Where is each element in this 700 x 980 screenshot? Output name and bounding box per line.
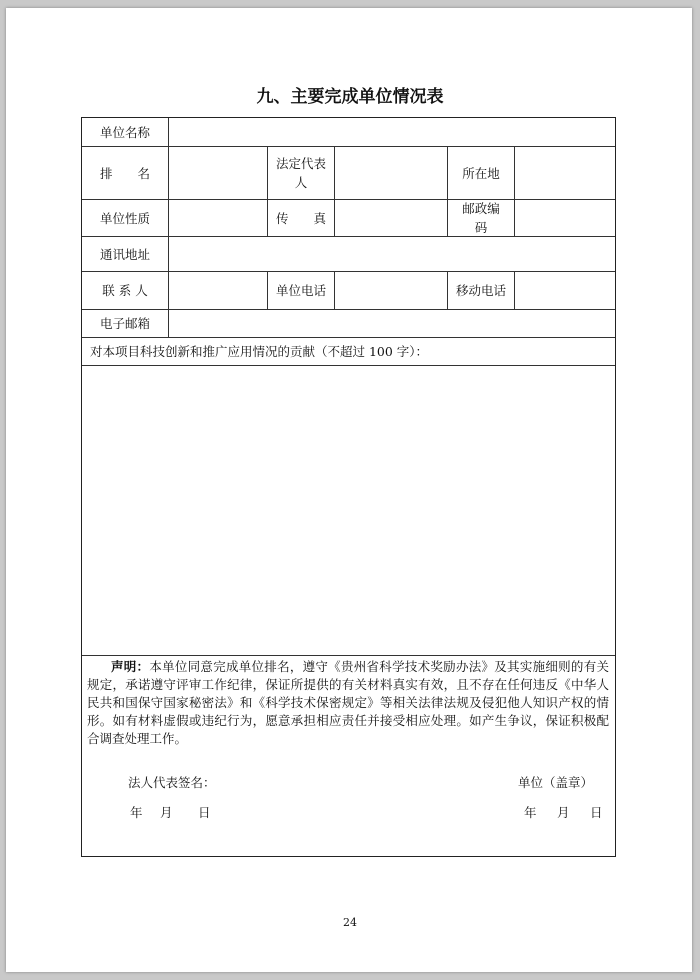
- label-postcode: 邮政编码: [462, 201, 500, 235]
- declaration-text: [87, 658, 609, 748]
- email-field[interactable]: [169, 310, 615, 337]
- row-divider: [82, 337, 615, 338]
- declaration-body: 本单位同意完成单位排名，遵守《贵州省科学技术奖励办法》及其实施细则的有关规定，承诺遵守评审工作纪律，保证所提供的有关材料真实有效，且不存在任何违反《中华人民共和国保守国家秘密法》和《科学技术保密规定》等相关法律法规及侵犯他人知识产权的情形。如有材料虚假或违纪行为，愿意承担相应责任并接受相应处理。如产生争议，保证积极配合调查处理工作。: [87, 659, 609, 746]
- contribution-textarea[interactable]: [82, 366, 615, 655]
- left-date-day: 日: [198, 805, 211, 820]
- right-date-day: 日: [590, 805, 603, 820]
- label-unit-name: 单位名称: [99, 124, 150, 140]
- label-fax: 传 真: [275, 210, 326, 226]
- label-legal-rep: 法定代表人: [275, 156, 326, 190]
- unit-nature-field[interactable]: [169, 200, 267, 236]
- label-contact: 联 系 人: [102, 283, 148, 298]
- postcode-field[interactable]: [515, 200, 615, 236]
- right-date-month: 月: [557, 805, 570, 820]
- page-title: 九、主要完成单位情况表: [256, 87, 444, 107]
- contribution-label: 对本项目科技创新和推广应用情况的贡献（不超过 100 字）：: [90, 344, 429, 359]
- unit-seal-label: 单位（盖章）: [518, 775, 594, 790]
- legal-rep-field[interactable]: [335, 147, 447, 199]
- label-unit-phone: 单位电话: [275, 283, 326, 298]
- declaration-lead: 声明：: [111, 659, 150, 674]
- unit-phone-field[interactable]: [335, 272, 447, 309]
- label-email: 电子邮箱: [99, 316, 150, 331]
- label-rank: 排 名: [99, 165, 150, 181]
- fax-field[interactable]: [335, 200, 447, 236]
- right-date-year: 年: [524, 805, 537, 820]
- row-divider: [82, 655, 615, 656]
- left-date-month: 月: [160, 805, 173, 820]
- label-mobile: 移动电话: [455, 283, 506, 298]
- page-number: 24: [343, 916, 357, 929]
- address-field[interactable]: [169, 237, 615, 271]
- mobile-field[interactable]: [515, 272, 615, 309]
- label-location: 所在地: [462, 165, 500, 181]
- legal-rep-signature-label: 法人代表签名：: [128, 775, 216, 790]
- rank-field[interactable]: [169, 147, 267, 199]
- label-unit-nature: 单位性质: [99, 210, 150, 226]
- label-address: 通讯地址: [99, 246, 150, 262]
- left-date-year: 年: [130, 805, 143, 820]
- column-divider: [447, 271, 448, 309]
- unit-info-form: [81, 117, 616, 857]
- location-field[interactable]: [515, 147, 615, 199]
- contact-field[interactable]: [169, 272, 267, 309]
- unit-name-field[interactable]: [169, 118, 615, 146]
